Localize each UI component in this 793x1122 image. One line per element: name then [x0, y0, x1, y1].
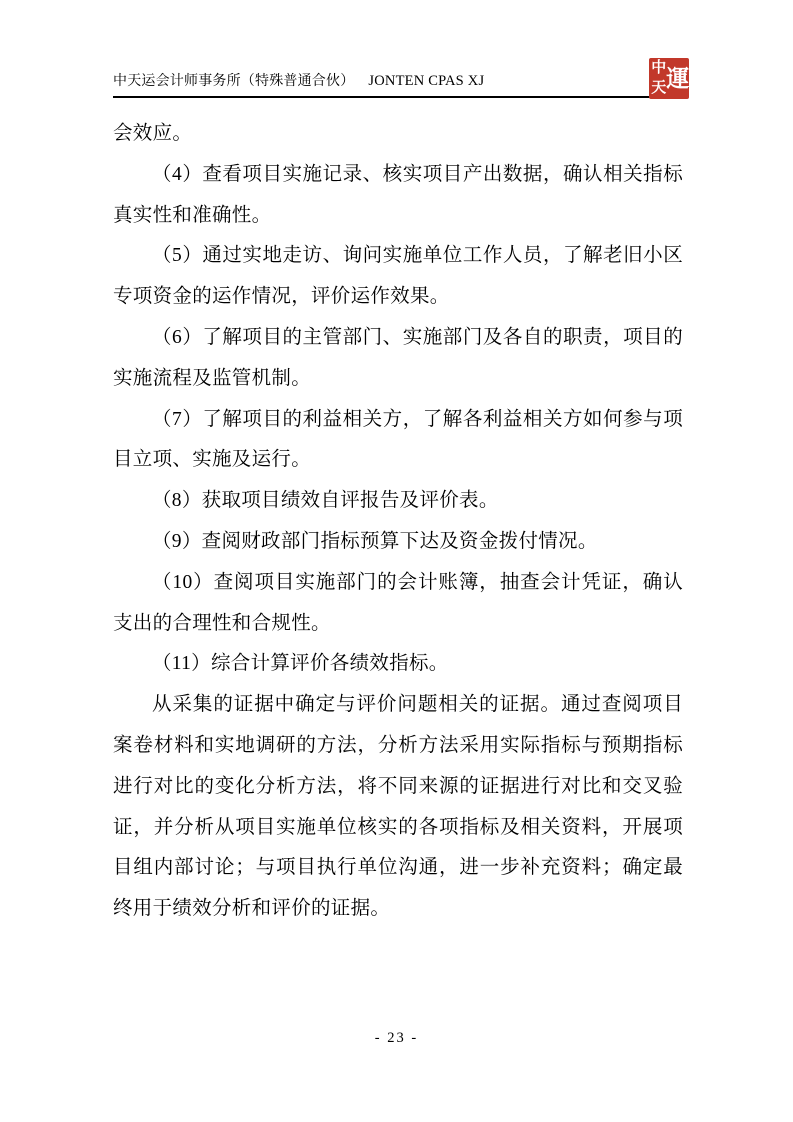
firm-name-en: JONTEN CPAS XJ: [368, 73, 485, 89]
document-body: [113, 114, 683, 930]
page-number: - 23 -: [374, 1030, 419, 1046]
body-paragraph: （9）查阅财政部门指标预算下达及资金拨付情况。: [152, 530, 598, 552]
body-paragraph: （11）综合计算评价各绩效指标。: [152, 653, 449, 675]
firm-name-cn: 中天运会计师事务所（特殊普通合伙）: [113, 74, 355, 89]
seal-char-top-left: 中: [651, 60, 667, 76]
body-paragraph: （4）查看项目实施记录、核实项目产出数据，确认相关指标真实性和准确性。: [113, 163, 683, 226]
seal-left-column: [650, 60, 667, 97]
page-header: [113, 71, 484, 92]
body-paragraph: （10）查阅项目实施部门的会计账簿，抽查会计凭证，确认支出的合理性和合规性。: [113, 571, 683, 634]
seal-char-bottom-left: 天: [651, 80, 667, 96]
body-paragraph: （6）了解项目的主管部门、实施部门及各自的职责，项目的实施流程及监管机制。: [113, 326, 683, 389]
body-paragraph: （5）通过实地走访、询问实施单位工作人员，了解老旧小区专项资金的运作情况，评价运作效果。: [113, 245, 683, 308]
header-divider-line: [113, 96, 683, 98]
page-footer: [0, 1030, 793, 1047]
company-seal-icon: [649, 58, 689, 99]
body-paragraph: 会效应。: [113, 123, 193, 144]
seal-char-right: 運: [666, 66, 690, 91]
body-paragraph: （8）获取项目绩效自评报告及评价表。: [152, 490, 499, 512]
body-paragraph: 从采集的证据中确定与评价问题相关的证据。通过查阅项目案卷材料和实地调研的方法，分析方法采用实际指标与预期指标进行对比的变化分析方法，将不同来源的证据进行对比和交叉验证，并分析从项目实施单位核实的各项指标及相关资料，开展项目组内部讨论；与项目执行单位沟通，进一步补充资料；确定最终用于绩效分析和评价的证据。: [113, 694, 683, 920]
body-paragraph: （7）了解项目的利益相关方，了解各利益相关方如何参与项目立项、实施及运行。: [113, 408, 683, 471]
